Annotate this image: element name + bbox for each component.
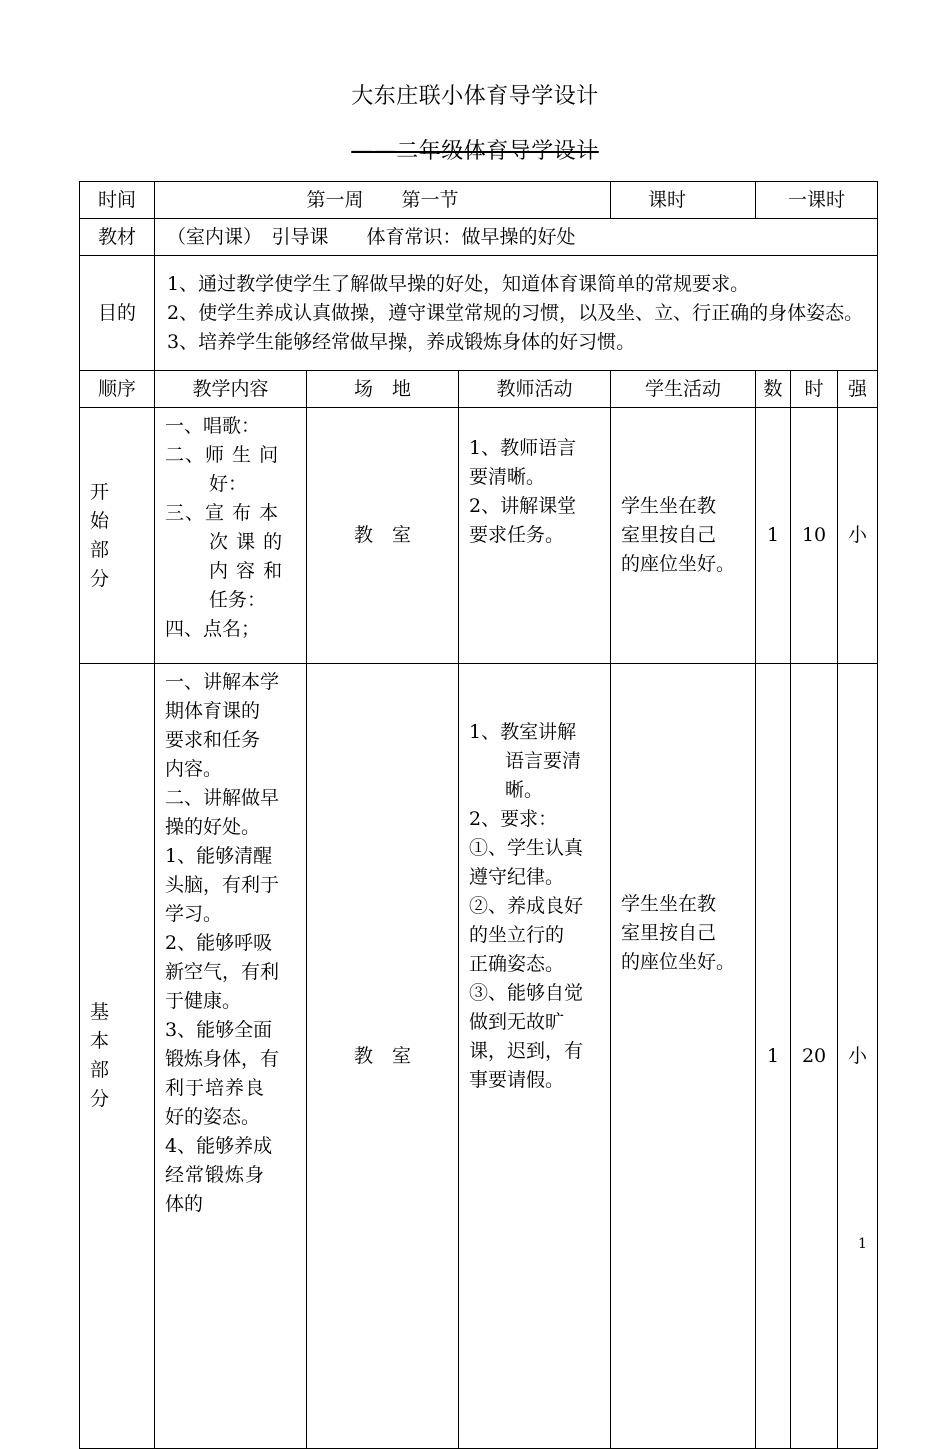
- order-cell: 基 本 部 分: [80, 664, 155, 1449]
- count-cell: 1: [756, 664, 791, 1449]
- goal-label: 目的: [80, 256, 155, 371]
- intensity-cell: 小: [838, 408, 878, 664]
- column-header: 数: [756, 371, 791, 408]
- material-row: [80, 219, 878, 256]
- column-header: 教师活动: [459, 371, 611, 408]
- column-header: 场 地: [307, 371, 459, 408]
- period-value: 一课时: [756, 182, 878, 219]
- column-header: 学生活动: [611, 371, 756, 408]
- order-cell: 开 始 部 分: [80, 408, 155, 664]
- column-header: 时: [791, 371, 838, 408]
- goal-item: 2、使学生养成认真做操，遵守课堂常规的习惯，以及坐、立、行正确的身体姿态。: [167, 301, 864, 324]
- place-cell: 教 室: [307, 664, 459, 1449]
- table-row: [80, 664, 878, 1449]
- teacher-activity-cell: 1、教师语言 要清晰。 2、讲解课堂 要求任务。: [459, 408, 611, 664]
- intensity-cell: 小: [838, 664, 878, 1449]
- goal-row: [80, 256, 878, 371]
- column-header: 教学内容: [155, 371, 307, 408]
- count-cell: 1: [756, 408, 791, 664]
- page-number: 1: [858, 1236, 867, 1252]
- document-subtitle: ——二年级体育导学设计: [351, 139, 599, 164]
- place-cell: 教 室: [307, 408, 459, 664]
- time-label: 时间: [80, 182, 155, 219]
- goal-list: [155, 256, 878, 371]
- student-activity-cell: 学生坐在教 室里按自己 的座位坐好。: [611, 408, 756, 664]
- goal-item: 1、通过教学使学生了解做早操的好处，知道体育课简单的常规要求。: [167, 272, 750, 295]
- teacher-activity-cell: 1、教室讲解 语言要清 晰。 2、要求： ①、学生认真 遵守纪律。 ②、养成良好 的坐立行的 正确姿态。 ③、能够自觉 做到无故旷 课，迟到，有 事要请假。: [459, 664, 611, 1449]
- lesson-plan-table: [79, 181, 878, 1449]
- material-label: 教材: [80, 219, 155, 256]
- column-header: 顺序: [80, 371, 155, 408]
- content-cell: 一、讲解本学 期体育课的 要求和任务 内容。 二、讲解做早 操的好处。 1、能够清醒 头脑，有利于 学习。 2、能够呼吸 新空气，有利 于健康。 3、能够全面 锻炼身体，有 利于培养良 好的姿态。 4、能够养成 经常锻炼身 体的: [155, 664, 307, 1449]
- period-label: 课时: [611, 182, 756, 219]
- document-title: 大东庄联小体育导学设计: [351, 84, 599, 109]
- table-row: [80, 408, 878, 664]
- time-cell: 10: [791, 408, 838, 664]
- column-header-row: [80, 371, 878, 408]
- time-cell: 20: [791, 664, 838, 1449]
- column-header: 强: [838, 371, 878, 408]
- time-value: 第一周 第一节: [155, 182, 611, 219]
- content-cell: 一、唱歌： 二、师 生 问 好： 三、宣 布 本 次 课 的 内 容 和 任务： 四、点名；: [155, 408, 307, 664]
- student-activity-cell: 学生坐在教 室里按自己 的座位坐好。: [611, 664, 756, 1449]
- material-value: （室内课） 引导课 体育常识：做早操的好处: [155, 219, 878, 256]
- goal-item: 3、培养学生能够经常做早操，养成锻炼身体的好习惯。: [167, 330, 636, 353]
- time-row: [80, 182, 878, 219]
